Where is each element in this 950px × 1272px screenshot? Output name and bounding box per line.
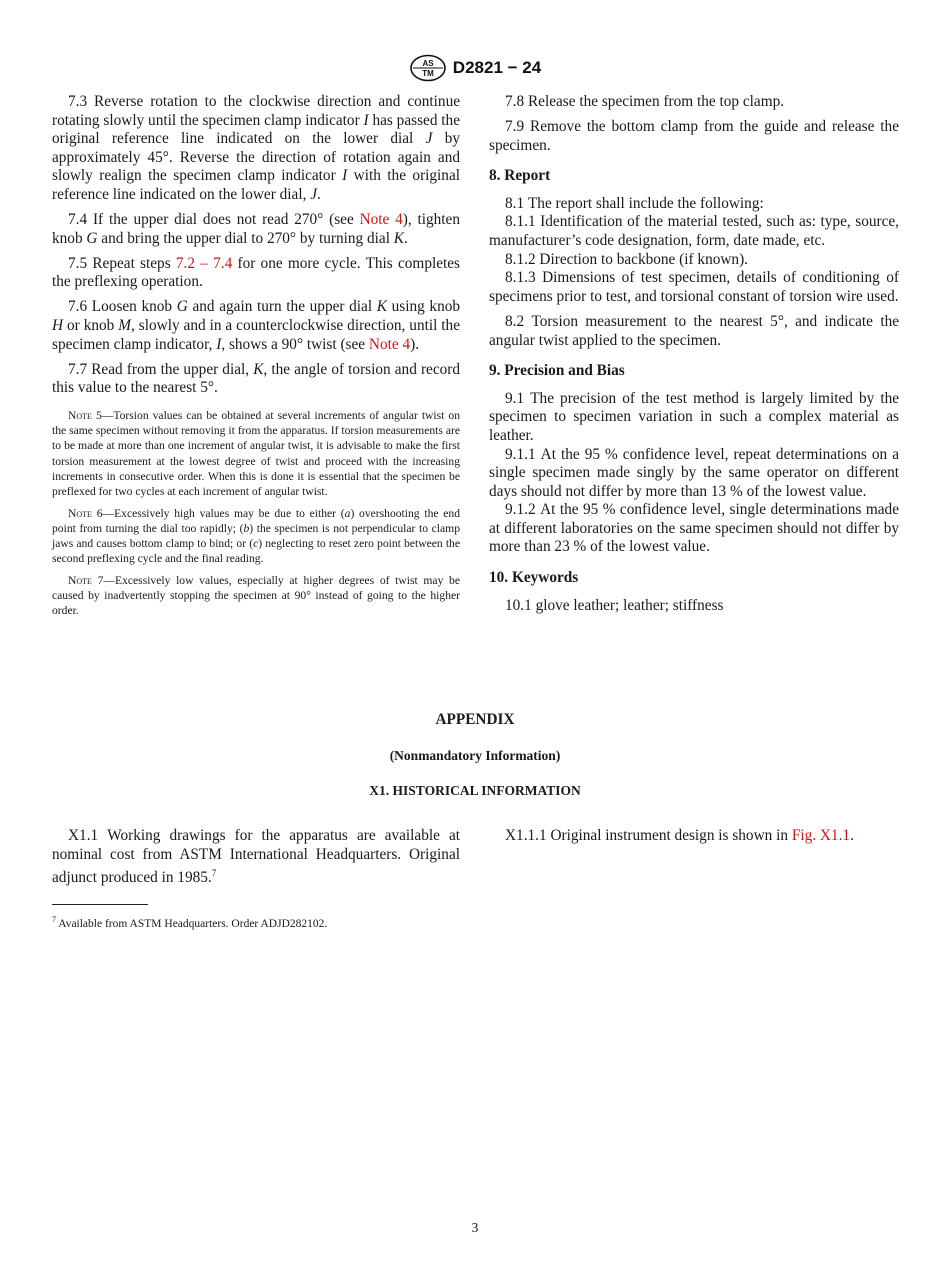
steps-7-2-7-4-link[interactable]: 7.2 – 7.4 — [175, 254, 233, 272]
paragraph-7-6: 7.6 Loosen knob G and again turn the upper dial K using knob H or knob M, slowly and in a counterclockwise direction, until the specimen clamp indicator, I, shows a 90° twist (see Note 4). — [52, 298, 461, 353]
paragraph-7-7: 7.7 Read from the upper dial, K, the angle of torsion and record this value to the nearest 5°. — [52, 360, 461, 397]
paragraph-10-1: 10.1 glove leather; leather; stiffness — [505, 596, 724, 614]
note-4-link[interactable]: Note 4 — [359, 211, 403, 229]
section-heading-keywords: 10. Keywords — [489, 569, 579, 587]
paragraph-8-1-1: 8.1.1 Identification of the material tested, such as: type, source, manufacturer’s code designation, form, date made, etc. — [489, 213, 899, 250]
footnote-divider — [52, 904, 148, 905]
page-number: 3 — [471, 1220, 479, 1235]
paragraph-x1-1-1: X1.1.1 Original instrument design is shown in Fig. X1.1. — [505, 827, 854, 844]
appendix-subtitle: (Nonmandatory Information) — [389, 748, 561, 763]
svg-text:AS: AS — [422, 59, 434, 68]
appendix-right-column — [489, 827, 899, 852]
svg-text:TM: TM — [422, 69, 434, 78]
astm-logo-icon — [409, 54, 447, 82]
footnote-7: $^7$ Available from ASTM Headquarters. Order ADJD282102. — [52, 915, 328, 930]
right-column — [489, 93, 899, 622]
paragraph-9-1-2: 9.1.2 At the 95 % confidence level, single determinations made at different laboratories on the same specimen should not differ by more than 23 % of the lowest value. — [489, 501, 899, 556]
paragraph-9-1: 9.1 The precision of the test method is largely limited by the specimen to specimen variation in such a complex material as leather. — [489, 389, 900, 444]
paragraph-7-5: 7.5 Repeat steps 7.2 – 7.4 for one more cycle. This completes the preflexing operation. — [52, 254, 461, 291]
paragraph-7-4: 7.4 If the upper dial does not read 270° (see Note 4), tighten knob G and bring the upper dial to 270° by turning dial K. — [52, 211, 460, 247]
paragraph-7-3: 7.3 Reverse rotation to the clockwise direction and continue rotating slowly until the specimen clamp indicator I has passed the original reference line indicated on the lower dial J by approximately 45°. Reverse the direction of rotation again and slowly realign the specimen clamp indicator I with the original reference line indicated on the lower dial, J. — [52, 93, 461, 203]
note-5: Note 5—Torsion values can be obtained at several increments of angular twist on the same specimen without removing it from the apparatus. If torsion measurements are to be made at more than one increment of angular twist, it is advisable to make the first torsion measurement at the lowest degree of twist and proceed with the increasing increments in consecutive order. When this is done it is essential that the specimen be preflexed for two cycles at each increment of angular twist. — [52, 408, 460, 498]
paragraph-x1-1: X1.1 Working drawings for the apparatus are available at nominal cost from ASTM International Headquarters. Original adjunct produced in 1985.$^7$ — [52, 827, 460, 887]
note-6: Note 6—Excessively high values may be due to either (a) overshooting the end point from turning the dial too rapidly; (b) the specimen is not perpendicular to clamp jaws and causes bottom clamp to bind; or (c) neglecting to reset zero point between the second preflexing cycle and the final reading. — [52, 506, 460, 566]
paragraph-7-8: 7.8 Release the specimen from the top clamp. — [505, 93, 785, 110]
section-heading-precision-bias: 9. Precision and Bias — [489, 362, 625, 380]
paragraph-8-1-2: 8.1.2 Direction to backbone (if known). — [505, 250, 748, 268]
section-heading-report: 8. Report — [489, 167, 551, 185]
page-header — [0, 54, 950, 87]
standard-designation: D2821 − 24 — [452, 58, 542, 77]
fig-x1-1-link[interactable]: Fig. X1.1 — [791, 827, 851, 844]
paragraph-9-1-1: 9.1.1 At the 95 % confidence level, repeat determinations on a single specimen made singly by the same operator on different days should not differ by more than 13 % of the lowest value. — [489, 445, 899, 500]
note-7: Note 7—Excessively low values, especially at higher degrees of twist may be caused by inadvertently stopping the specimen at 90° instead of going to the higher order. — [52, 573, 460, 618]
paragraph-7-9: 7.9 Remove the bottom clamp from the guide and release the specimen. — [489, 118, 899, 154]
appendix-left-column — [52, 827, 460, 894]
left-column — [52, 93, 460, 625]
paragraph-8-2: 8.2 Torsion measurement to the nearest 5°, and indicate the angular twist applied to the specimen. — [489, 312, 900, 349]
paragraph-8-1-3: 8.1.3 Dimensions of test specimen, details of conditioning of specimens prior to test, and torsional constant of torsion wire used. — [489, 269, 899, 305]
appendix-title: APPENDIX — [435, 711, 515, 728]
note-4-link[interactable]: Note 4 — [368, 335, 411, 353]
appendix-section-heading: X1. HISTORICAL INFORMATION — [369, 783, 581, 798]
footnote-ref-7[interactable]: 7 — [211, 868, 217, 879]
paragraph-8-1: 8.1 The report shall include the following: — [505, 194, 764, 212]
